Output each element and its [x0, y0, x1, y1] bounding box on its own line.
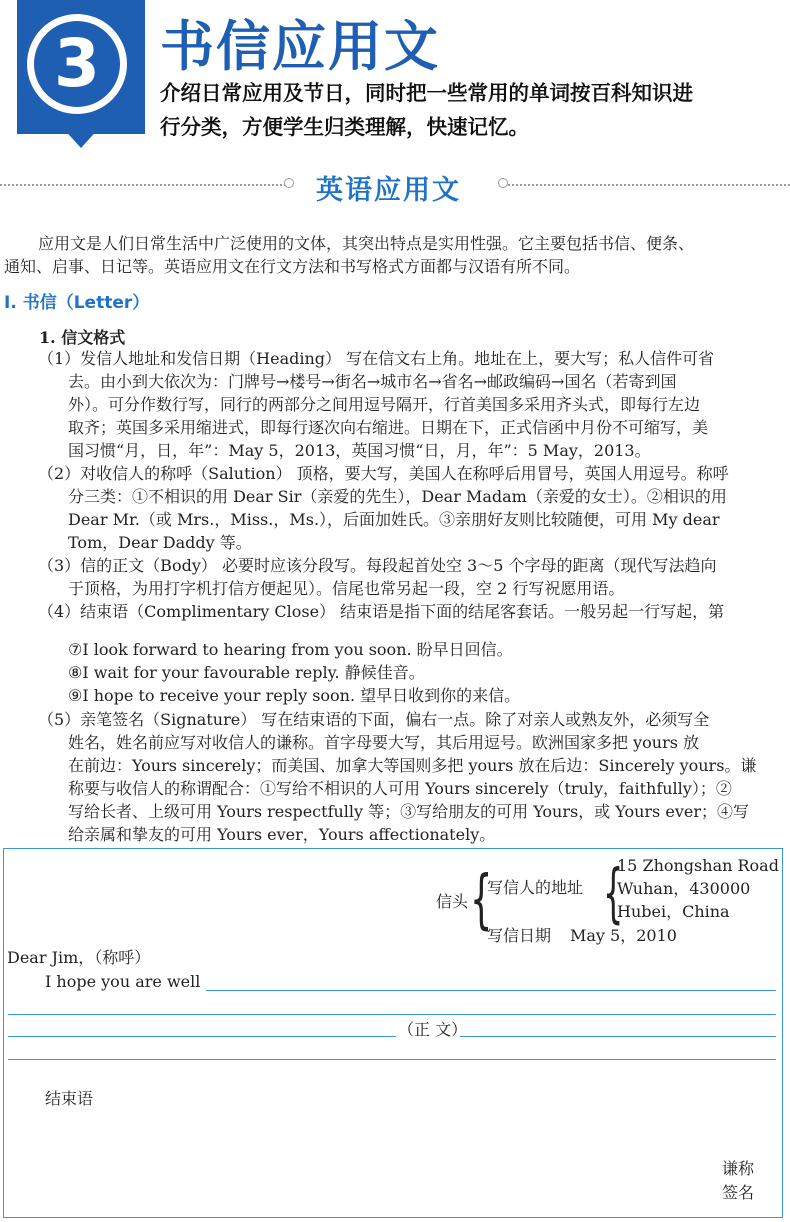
letterhead-brace: { — [470, 863, 493, 937]
chapter-subtitle-line1: 介绍日常应用及节日，同时把一些常用的单词按百科知识进 — [160, 81, 693, 105]
item1-line: （1）发信人地址和发信日期（Heading） 写在信文右上角。地址在上，要大写；私人信件可省 — [38, 349, 715, 368]
format-heading: 1. 信文格式 — [39, 328, 126, 347]
item3-line: 于顶格，为用打字机打信方便起见）。信尾也常另起一段，空 2 行写祝愿用语。 — [68, 579, 625, 598]
divider-left — [0, 184, 286, 186]
address-brace: { — [603, 857, 624, 931]
writing-rule — [460, 1036, 776, 1037]
letterhead-label: 信头 — [436, 892, 469, 911]
item5-line: 写给长者、上级可用 Yours respectfully 等；③写给朋友的可用 Yours，或 Yours ever；④写 — [68, 802, 749, 821]
item5-line: 在前边：Yours sincerely；而美国、加拿大等国则多把 yours 放在后边：Sincerely yours。谦 — [68, 756, 757, 775]
signature-label-1: 谦称 — [722, 1159, 755, 1178]
date-value: May 5，2010 — [570, 926, 677, 945]
address-line: Hubei，China — [617, 902, 730, 921]
chapter-number: 3 — [34, 21, 120, 107]
intro-line: 通知、启事、日记等。英语应用文在行文方法和书写格式方面都与汉语有所不同。 — [4, 257, 581, 276]
item1-line: 取齐；英国多采用缩进式，即每行逐次向右缩进。日期在下，正式信函中月份不可缩写，美 — [68, 418, 709, 437]
item4-line: （4）结束语（Complimentary Close） 结束语是指下面的结尾客套话。一般另起一行写起，第 — [38, 602, 725, 621]
closing-label: 结束语 — [45, 1089, 94, 1108]
divider-right — [508, 184, 790, 186]
divider-dot-left — [284, 178, 294, 188]
section-title: 英语应用文 — [316, 175, 461, 206]
divider-dot-right — [498, 178, 508, 188]
body-label: （正 文） — [398, 1020, 468, 1039]
letter-heading: Ⅰ. 书信（Letter） — [4, 293, 150, 313]
writing-rule — [8, 1059, 776, 1060]
item1-line: 外）。可分作数行写，同行的两部分之间用逗号隔开，行首美国多采用齐头式，即每行左边 — [68, 395, 701, 414]
address-label: 写信人的地址 — [487, 878, 584, 897]
item2-line: Dear Mr.（或 Mrs.，Miss.，Ms.），后面加姓氏。③亲朋好友则比较随便，可用 My dear — [68, 510, 720, 529]
address-line: Wuhan，430000 — [617, 879, 751, 898]
item5-line: 称要与收信人的称谓配合：①写给不相识的人可用 Yours sincerely（truly，faithfully）；② — [68, 779, 732, 798]
example-line: ⑨I hope to receive your reply soon. 望早日收到你的来信。 — [68, 686, 521, 705]
writing-rule — [206, 990, 776, 991]
date-label: 写信日期 — [487, 926, 552, 945]
intro-line: 应用文是人们日常生活中广泛使用的文体，其突出特点是实用性强。它主要包括书信、便条、 — [38, 234, 695, 253]
writing-rule — [8, 1014, 776, 1015]
chapter-title: 书信应用文 — [160, 15, 440, 78]
writing-rule — [8, 1036, 396, 1037]
first-line-text: I hope you are well — [45, 972, 201, 991]
item5-line: 给亲属和挚友的可用 Yours ever，Yours affectionately。 — [68, 825, 496, 844]
example-line: ⑧I wait for your favourable reply. 静候佳音。 — [68, 663, 425, 682]
signature-label-2: 签名 — [722, 1183, 755, 1202]
item5-line: 姓名，姓名前应写对收信人的谦称。首字母要大写，其后用逗号。欧洲国家多把 yours 放 — [68, 733, 700, 752]
item5-line: （5）亲笔签名（Signature） 写在结束语的下面，偏右一点。除了对亲人或熟友外，必须写全 — [38, 710, 710, 729]
item2-line: 分三类：①不相识的用 Dear Sir（亲爱的先生），Dear Madam（亲爱的女士）。②相识的用 — [68, 487, 727, 506]
item1-line: 去。由小到大依次为：门牌号→楼号→街名→城市名→省名→邮政编码→国名（若寄到国 — [68, 372, 677, 391]
item1-line: 国习惯“月，日，年”：May 5，2013，英国习惯“日，月，年”：5 May，2013。 — [68, 441, 651, 460]
badge-tail — [61, 126, 101, 148]
item2-line: （2）对收信人的称呼（Salution） 顶格，要大写，美国人在称呼后用冒号，英国人用逗号。称呼 — [38, 464, 729, 483]
example-line: ⑦I look forward to hearing from you soon. 盼早日回信。 — [68, 640, 513, 659]
salutation: Dear Jim，（称呼） — [7, 948, 151, 967]
chapter-subtitle-line2: 行分类，方便学生归类理解，快速记忆。 — [160, 115, 529, 139]
item3-line: （3）信的正文（Body） 必要时应该分段写。每段起首处空 3～5 个字母的距离（现代写法趋向 — [38, 556, 717, 575]
item2-line: Tom，Dear Daddy 等。 — [68, 533, 252, 552]
address-line: 15 Zhongshan Road — [617, 856, 779, 875]
